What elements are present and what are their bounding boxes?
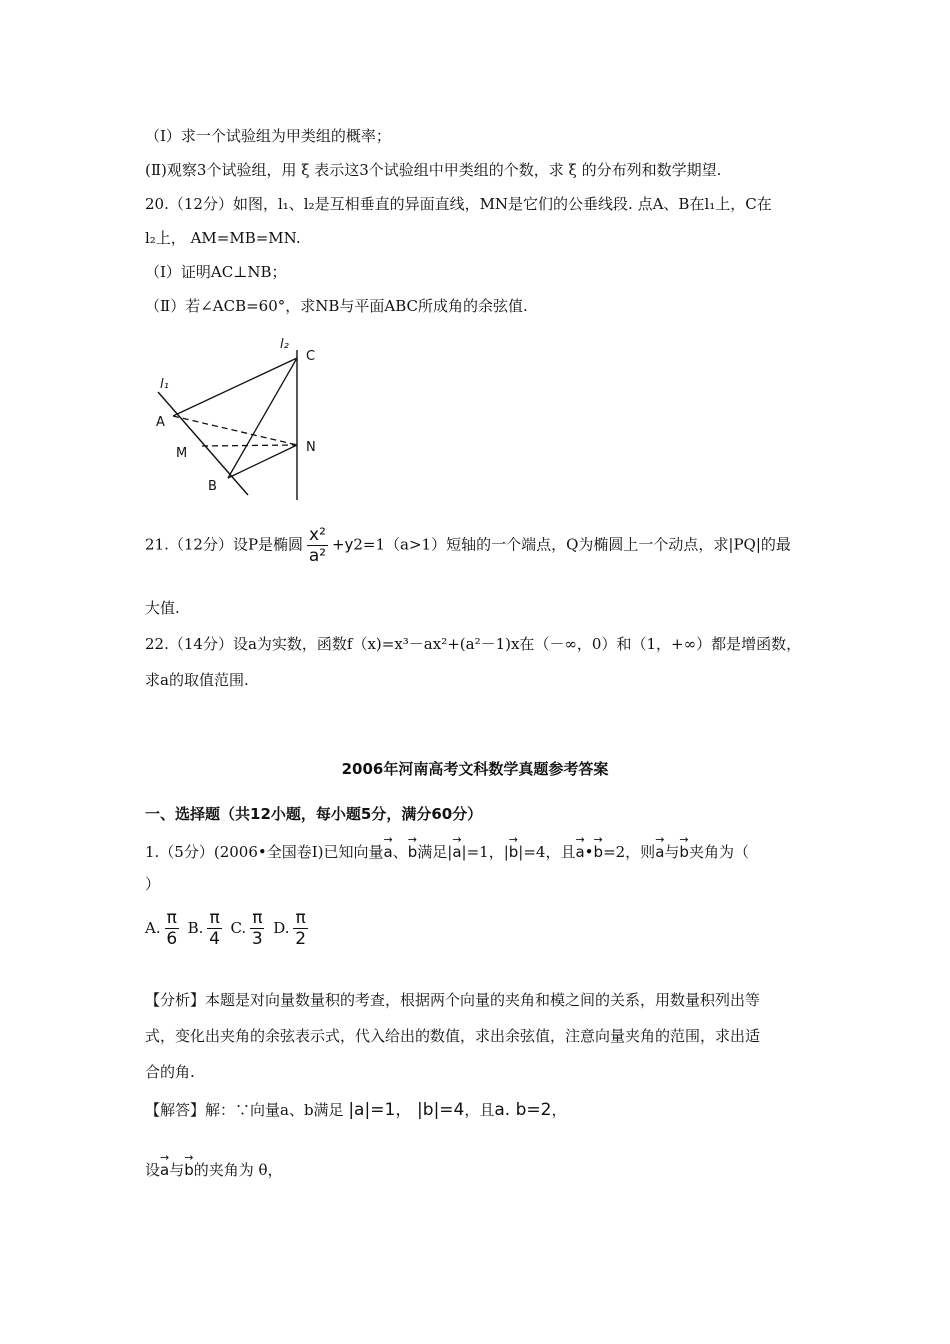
vector-b: → b [509,840,519,862]
analysis-line3: 合的角. [145,1063,195,1081]
a1-close: ） [145,875,161,893]
option-label: D. [273,918,290,937]
line-l1 [158,392,248,495]
option-num: π [295,908,306,928]
segment-bc [228,358,297,478]
ellipse-fraction [307,525,328,566]
q20-part1: （Ⅰ）证明AC⊥NB； [145,263,287,281]
last-b: 与 [169,1161,185,1179]
option-num: π [209,908,220,928]
solution-dot: a. b=2 [494,1100,552,1120]
q22-line2: 求a的取值范围. [145,671,249,689]
vector-a: → a [575,840,584,862]
a1-stem-e: =2，则 [603,843,656,861]
q20-part2: （Ⅱ）若∠ACB=60°，求NB与平面ABC所成角的余弦值. [145,297,528,315]
option-den: 3 [251,929,263,949]
q22-line1: 22.（14分）设a为实数，函数f（x)=x³－ax²+(a²－1)x在（－∞，0）和（1，+∞）都是增函数， [145,635,802,653]
label-a: A [156,415,165,430]
segment-ac [173,358,297,416]
option-a [145,908,183,949]
segment-mn-dashed [202,445,297,446]
q20-line1: 20.（12分）如图，l₁、l₂是互相垂直的异面直线，MN是它们的公垂线段. 点A、B在l₁上，C在 [145,195,772,213]
solution-mod-b: |b|=4 [417,1100,465,1120]
label-n: N [306,440,316,455]
last-line [145,1158,283,1180]
option-label: B. [187,918,204,937]
a1-yu: 与 [664,843,680,861]
vector-b: → b [679,840,689,862]
section-heading: 一、选择题（共12小题，每小题5分，满分60分） [145,805,483,823]
a1-stem-c: |=1，| [461,843,509,861]
label-l2: l₂ [280,337,289,352]
q20-line2: l₂上， AM=MB=MN. [145,229,301,247]
vector-a: → a [655,840,664,862]
q19-part2: (Ⅱ)观察3个试验组，用 ξ 表示这3个试验组中甲类组的个数，求 ξ 的分布列和数学期望. [145,161,722,179]
solution-mod-a: |a|=1， [348,1100,413,1120]
a1-options [145,908,312,949]
q21-suffix: 2=1（a>1）短轴的一个端点，Q为椭圆上一个动点，求|PQ|的最 [353,535,791,554]
q21-prefix: 21.（12分）设P是椭圆 [145,535,304,554]
vector-a: → a [160,1158,169,1180]
q21-line1 [145,525,791,566]
last-c: 的夹角为 θ， [193,1161,283,1179]
vector-b: → b [184,1158,194,1180]
q21-line2: 大值. [145,599,180,617]
a1-stem [145,840,749,862]
solution-line [145,1100,566,1120]
a1-stem-d: |=4，且 [518,843,576,861]
q20-figure [140,330,340,505]
segment-ncb [228,445,297,478]
vector-a: → a [452,840,461,862]
option-den: 4 [209,929,220,949]
vector-a: → a [384,840,393,862]
solution-and: ，且 [464,1101,495,1119]
a1-sep: 、 [392,843,408,861]
solution-prefix: 【解答】解：∵向量a、b满足 [145,1101,344,1119]
answer-title: 2006年河南高考文科数学真题参考答案 [341,760,609,778]
label-c: C [306,349,316,364]
label-b: B [208,479,217,494]
option-num: π [252,908,263,928]
frac-num: x² [309,525,326,545]
a1-stem-f: 夹角为（ [688,843,749,861]
vector-b: → b [594,840,604,862]
a1-stem-b: 满足| [417,843,453,861]
analysis-line1: 【分析】本题是对向量数量积的考查，根据两个向量的夹角和模之间的关系，用数量积列出等 [145,991,761,1009]
option-num: π [166,908,177,928]
option-den: 2 [295,929,307,949]
vector-b: → b [408,840,418,862]
label-m: M [176,446,188,461]
option-b [187,908,226,949]
option-label: C. [230,918,247,937]
frac-den: a² [308,546,327,566]
last-a: 设 [145,1161,161,1179]
option-c [230,908,268,949]
q21-after-frac: +y [331,535,354,554]
option-d [273,908,312,949]
option-label: A. [145,918,161,937]
label-l1: l₁ [160,377,169,392]
q19-part1: （Ⅰ）求一个试验组为甲类组的概率； [145,127,391,145]
solution-end: ， [551,1101,567,1119]
option-den: 6 [166,929,178,949]
a1-stem-a: 1.（5分）(2006•全国卷Ⅰ)已知向量 [145,843,384,861]
analysis-line2: 式，变化出夹角的余弦表示式，代入给出的数值，求出余弦值，注意向量夹角的范围，求出适 [145,1027,761,1045]
dot: • [584,843,594,861]
